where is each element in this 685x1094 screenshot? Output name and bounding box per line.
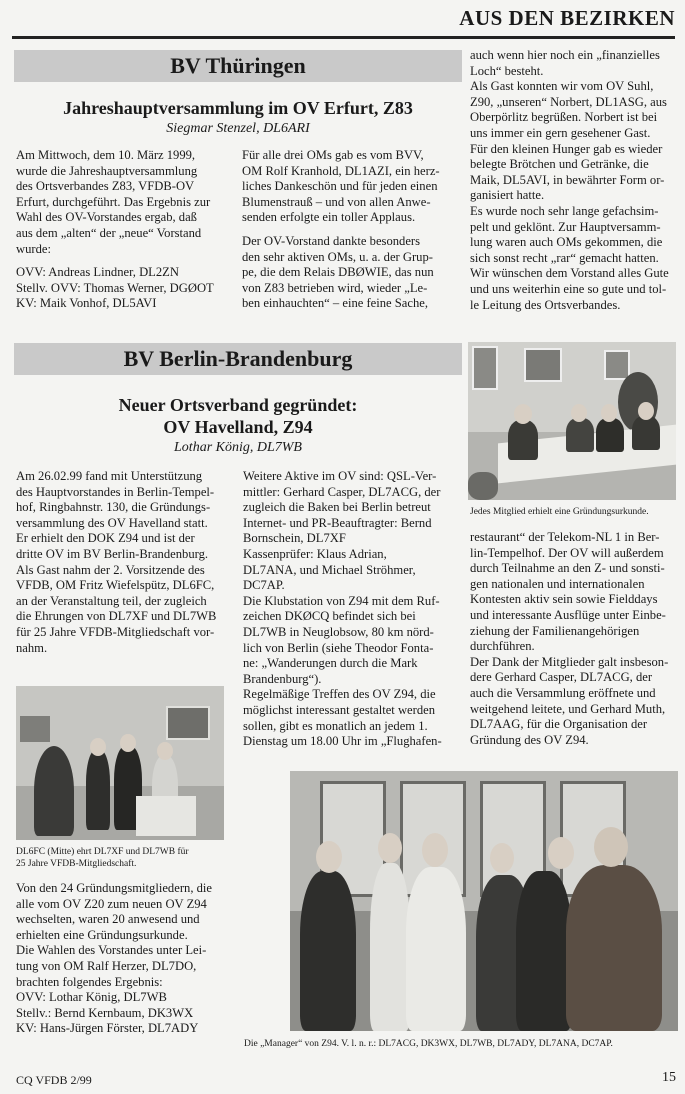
photo-managers-caption: Die „Manager“ von Z94. V. l. n. r.: DL7ACG, DK3WX, DL7WB, DL7ADY, DL7ANA, DC7AP. xyxy=(244,1039,613,1049)
havelland-paragraph: Weitere Aktive im OV sind: QSL-Ver- mittler: Gerhard Casper, DL7ACG, der zugleich die Baken bei Berlin betreut Internet- und PR-Beauftragter: Bernd Bornschein, DL7XF Kassenprüfer: Klaus Adrian, DL7ANA, und Michael Ströhmer, DC7AP. Die Klubstation von Z94 mit dem Ruf- zeichen DKØCQ befindet sich bei DL7WB in Neuglobsow, 80 km nörd- lich von Berlin (siehe Theodor Fonta- ne: „Wanderungen durch die Mark Brandenburg“). Regelmäßige Treffen des OV Z94, die möglichst interessant gestaltet werden sollen, gibt es monatlich an jedem 1. Dienstag um 18.00 Uhr im „Flughafen- xyxy=(243,469,442,749)
banner-thueringen xyxy=(14,50,462,82)
magazine-issue: CQ VFDB 2/99 xyxy=(16,1073,92,1087)
headline-line: OV Havelland, Z94 xyxy=(163,417,313,437)
erfurt-paragraph: Für alle drei OMs gab es vom BVV, OM Rolf Kranhold, DL1AZI, ein herz- liches Dankeschön und für jeden einen Blumenstrauß – und von allen Anwe- senden erfolgte ein toller Applaus. xyxy=(242,148,440,225)
erfurt-paragraph: auch wenn hier noch ein „finanzielles Loch“ besteht. Als Gast konnten wir vom OV Suhl, Z90, „unseren“ Norbert, DL1ASG, aus Oberpörlitz begrüßen. Norbert ist bei uns immer ein gern gesehener Gast. Für den kleinen Hunger gab es wieder belegte Brötchen und Getränke, die Maik, DL5AVI, in bewährter Form or- ganisiert hatte. Es wurde noch sehr lange gefachsim- pelt und geklönt. Zur Hauptversamm- lung waren auch OMs gekommen, die sich sonst recht „rar“ gemacht hatten. Wir wünschen dem Vorstand alles Gute und uns weiterhin eine so gute und tol- le Leitung des Ortsverbandes. xyxy=(470,48,669,312)
havelland-paragraph: Am 26.02.99 fand mit Unterstützung des Hauptvorstandes in Berlin-Tempel- hof, Ringbahnstr. 130, die Gründungs- versammlung des OV Havelland statt. Er erhielt den DOK Z94 und ist der dritte OV im BV Berlin-Brandenburg. Als Gast nahm der 2. Vorsitzende des VFDB, OM Fritz Wiefelspütz, DL6FC, an der Veranstaltung teil, der zugleich die Ehrungen von DL7XF und DL7WB für 25 Jahre VFDB-Mitgliedschaft vor- nahm. xyxy=(16,469,217,655)
havelland-column-2 xyxy=(243,469,459,750)
headline-havelland xyxy=(14,394,462,438)
banner-berlin xyxy=(14,343,462,375)
erfurt-column-3 xyxy=(470,48,680,313)
havelland-paragraph: Von den 24 Gründungsmitgliedern, die alle vom OV Z20 zum neuen OV Z94 wechselten, waren 20 anwesend und erhielten eine Gründungsurkunde. Die Wahlen des Vorstandes unter Lei- tung von OM Ralf Herzer, DL7DO, brachten folgendes Ergebnis: OVV: Lothar König, DL7WB Stellv.: Bernd Kernbaum, DK3WX KV: Hans-Jürgen Förster, DL7ADY xyxy=(16,881,212,1036)
photo-honoring xyxy=(16,686,224,840)
erfurt-board-list: OVV: Andreas Lindner, DL2ZN Stellv. OVV: Thomas Werner, DGØOT KV: Maik Vonhof, DL5AVI xyxy=(16,265,214,311)
header-rule xyxy=(12,36,675,39)
author-erfurt: Siegmar Stenzel, DL6ARI xyxy=(166,121,310,136)
havelland-column-1-top xyxy=(16,469,230,656)
havelland-column-1-bottom xyxy=(16,881,230,1037)
page-number: 15 xyxy=(662,1070,676,1085)
banner-thueringen-title: BV Thüringen xyxy=(170,53,306,78)
author-havelland: Lothar König, DL7WB xyxy=(174,440,302,455)
banner-berlin-title: BV Berlin-Brandenburg xyxy=(123,346,353,371)
erfurt-paragraph: Am Mittwoch, dem 10. März 1999, wurde die Jahreshauptversammlung des Ortsverbandes Z83, VFDB-OV Erfurt, durchgeführt. Das Ergebnis zur Wahl des OV-Vorstandes ergab, daß aus dem „alten“ der „neue“ Vorstand wurde: xyxy=(16,148,211,256)
photo-certificates xyxy=(468,342,676,500)
havelland-paragraph: restaurant“ der Telekom-NL 1 in Ber- lin-Tempelhof. Der OV will außerdem durch Teilnahme an den Z- und sonsti- gen nationalen und internationalen Kontesten aktiv sein sowie Fielddays und interessante Ausflüge unter Einbe- ziehung der Familienangehörigen durchführen. Der Dank der Mitglieder galt insbeson- dere Gerhard Casper, DL7ACG, der auch die Versammlung eröffnete und weitgehend leitete, und Gerhard Muth, DL7AAG, für die Organisation der Gründung des OV Z94. xyxy=(470,530,669,747)
photo-honoring-caption: DL6FC (Mitte) ehrt DL7XF und DL7WB für 25 Jahre VFDB-Mitgliedschaft. xyxy=(16,847,189,869)
photo-certificates-caption: Jedes Mitglied erhielt eine Gründungsurkunde. xyxy=(470,507,649,517)
erfurt-paragraph: Der OV-Vorstand dankte besonders den sehr aktiven OMs, u. a. der Grup- pe, die dem Relais DBØWIE, das nun von Z83 betrieben wird, wieder „Le- ben einhauchten“ – eine feine Sache, xyxy=(242,233,434,311)
erfurt-column-2 xyxy=(242,148,458,312)
erfurt-column-1 xyxy=(16,148,228,312)
section-header: AUS DEN BEZIRKEN xyxy=(459,6,675,30)
headline-line: Neuer Ortsverband gegründet: xyxy=(118,395,358,415)
photo-managers xyxy=(290,771,678,1031)
havelland-column-3 xyxy=(470,530,678,748)
headline-erfurt: Jahreshauptversammlung im OV Erfurt, Z83 xyxy=(63,98,413,118)
